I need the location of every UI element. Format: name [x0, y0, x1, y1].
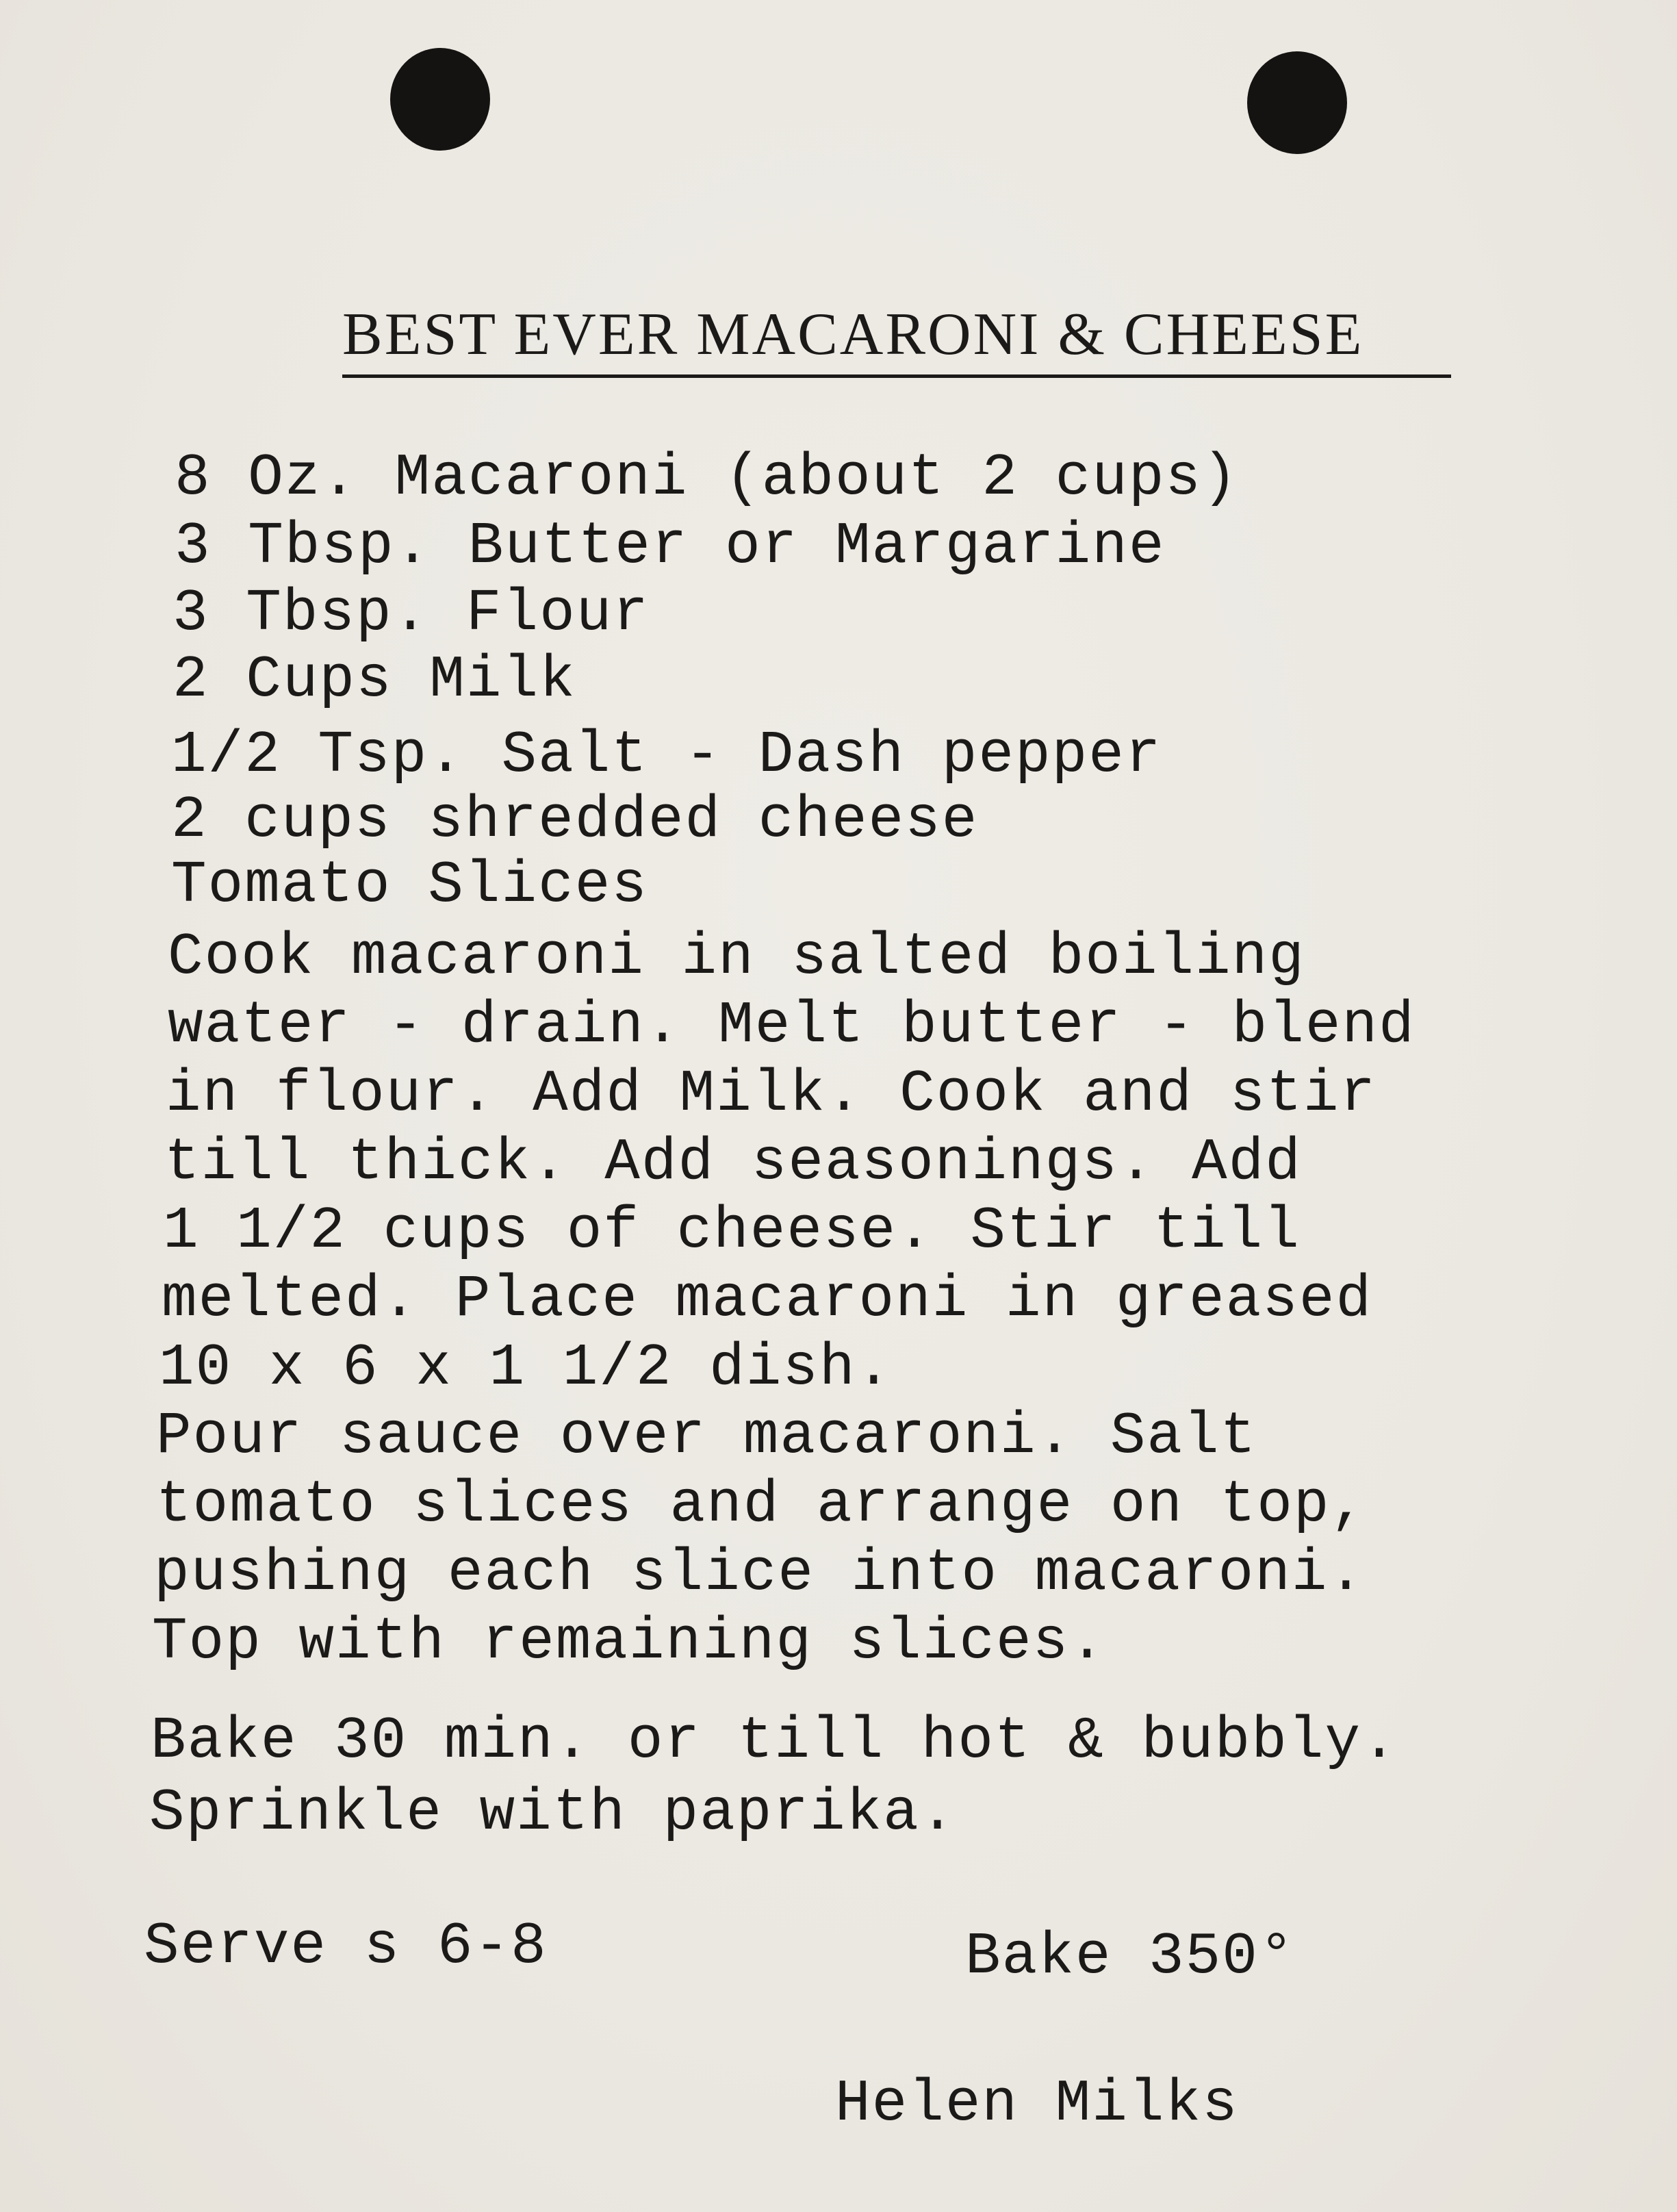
direction-line: Pour sauce over macaroni. Salt [156, 1403, 1257, 1470]
direction-line: Cook macaroni in salted boiling [168, 924, 1305, 991]
baking-line: Bake 30 min. or till hot & bubbly. [151, 1707, 1398, 1775]
recipe-title: BEST EVER MACARONI & CHEESE [342, 305, 1451, 378]
ingredient-line: 3 Tbsp. Flour [172, 580, 650, 647]
baking-line: Sprinkle with paprika. [149, 1779, 957, 1846]
direction-line: Top with remaining slices. [152, 1608, 1106, 1675]
oven-temperature: Bake 350° [965, 1923, 1296, 1990]
ingredient-line: 2 cups shredded cheese [171, 787, 979, 854]
direction-line: in flour. Add Milk. Cook and stir [166, 1060, 1377, 1128]
ingredient-line: 2 Cups Milk [172, 646, 576, 713]
servings: Serve s 6-8 [144, 1913, 548, 1980]
recipe-author: Helen Milks [835, 2070, 1239, 2137]
direction-line: water - drain. Melt butter - blend [168, 992, 1416, 1059]
direction-line: 1 1/2 cups of cheese. Stir till [163, 1197, 1301, 1264]
direction-line: pushing each slice into macaroni. [154, 1540, 1366, 1607]
direction-line: 10 x 6 x 1 1/2 dish. [159, 1334, 893, 1401]
direction-line: melted. Place macaroni in greased [162, 1266, 1373, 1333]
punch-hole-right [1247, 51, 1347, 154]
direction-line: till thick. Add seasonings. Add [164, 1129, 1302, 1196]
punch-hole-left [390, 48, 490, 151]
ingredient-line: 1/2 Tsp. Salt - Dash pepper [171, 722, 1162, 789]
ingredient-line: 3 Tbsp. Butter or Margarine [175, 513, 1166, 580]
direction-line: tomato slices and arrange on top, [156, 1471, 1368, 1538]
ingredient-line: 8 Oz. Macaroni (about 2 cups) [175, 444, 1239, 511]
ingredient-line: Tomato Slices [171, 852, 648, 919]
